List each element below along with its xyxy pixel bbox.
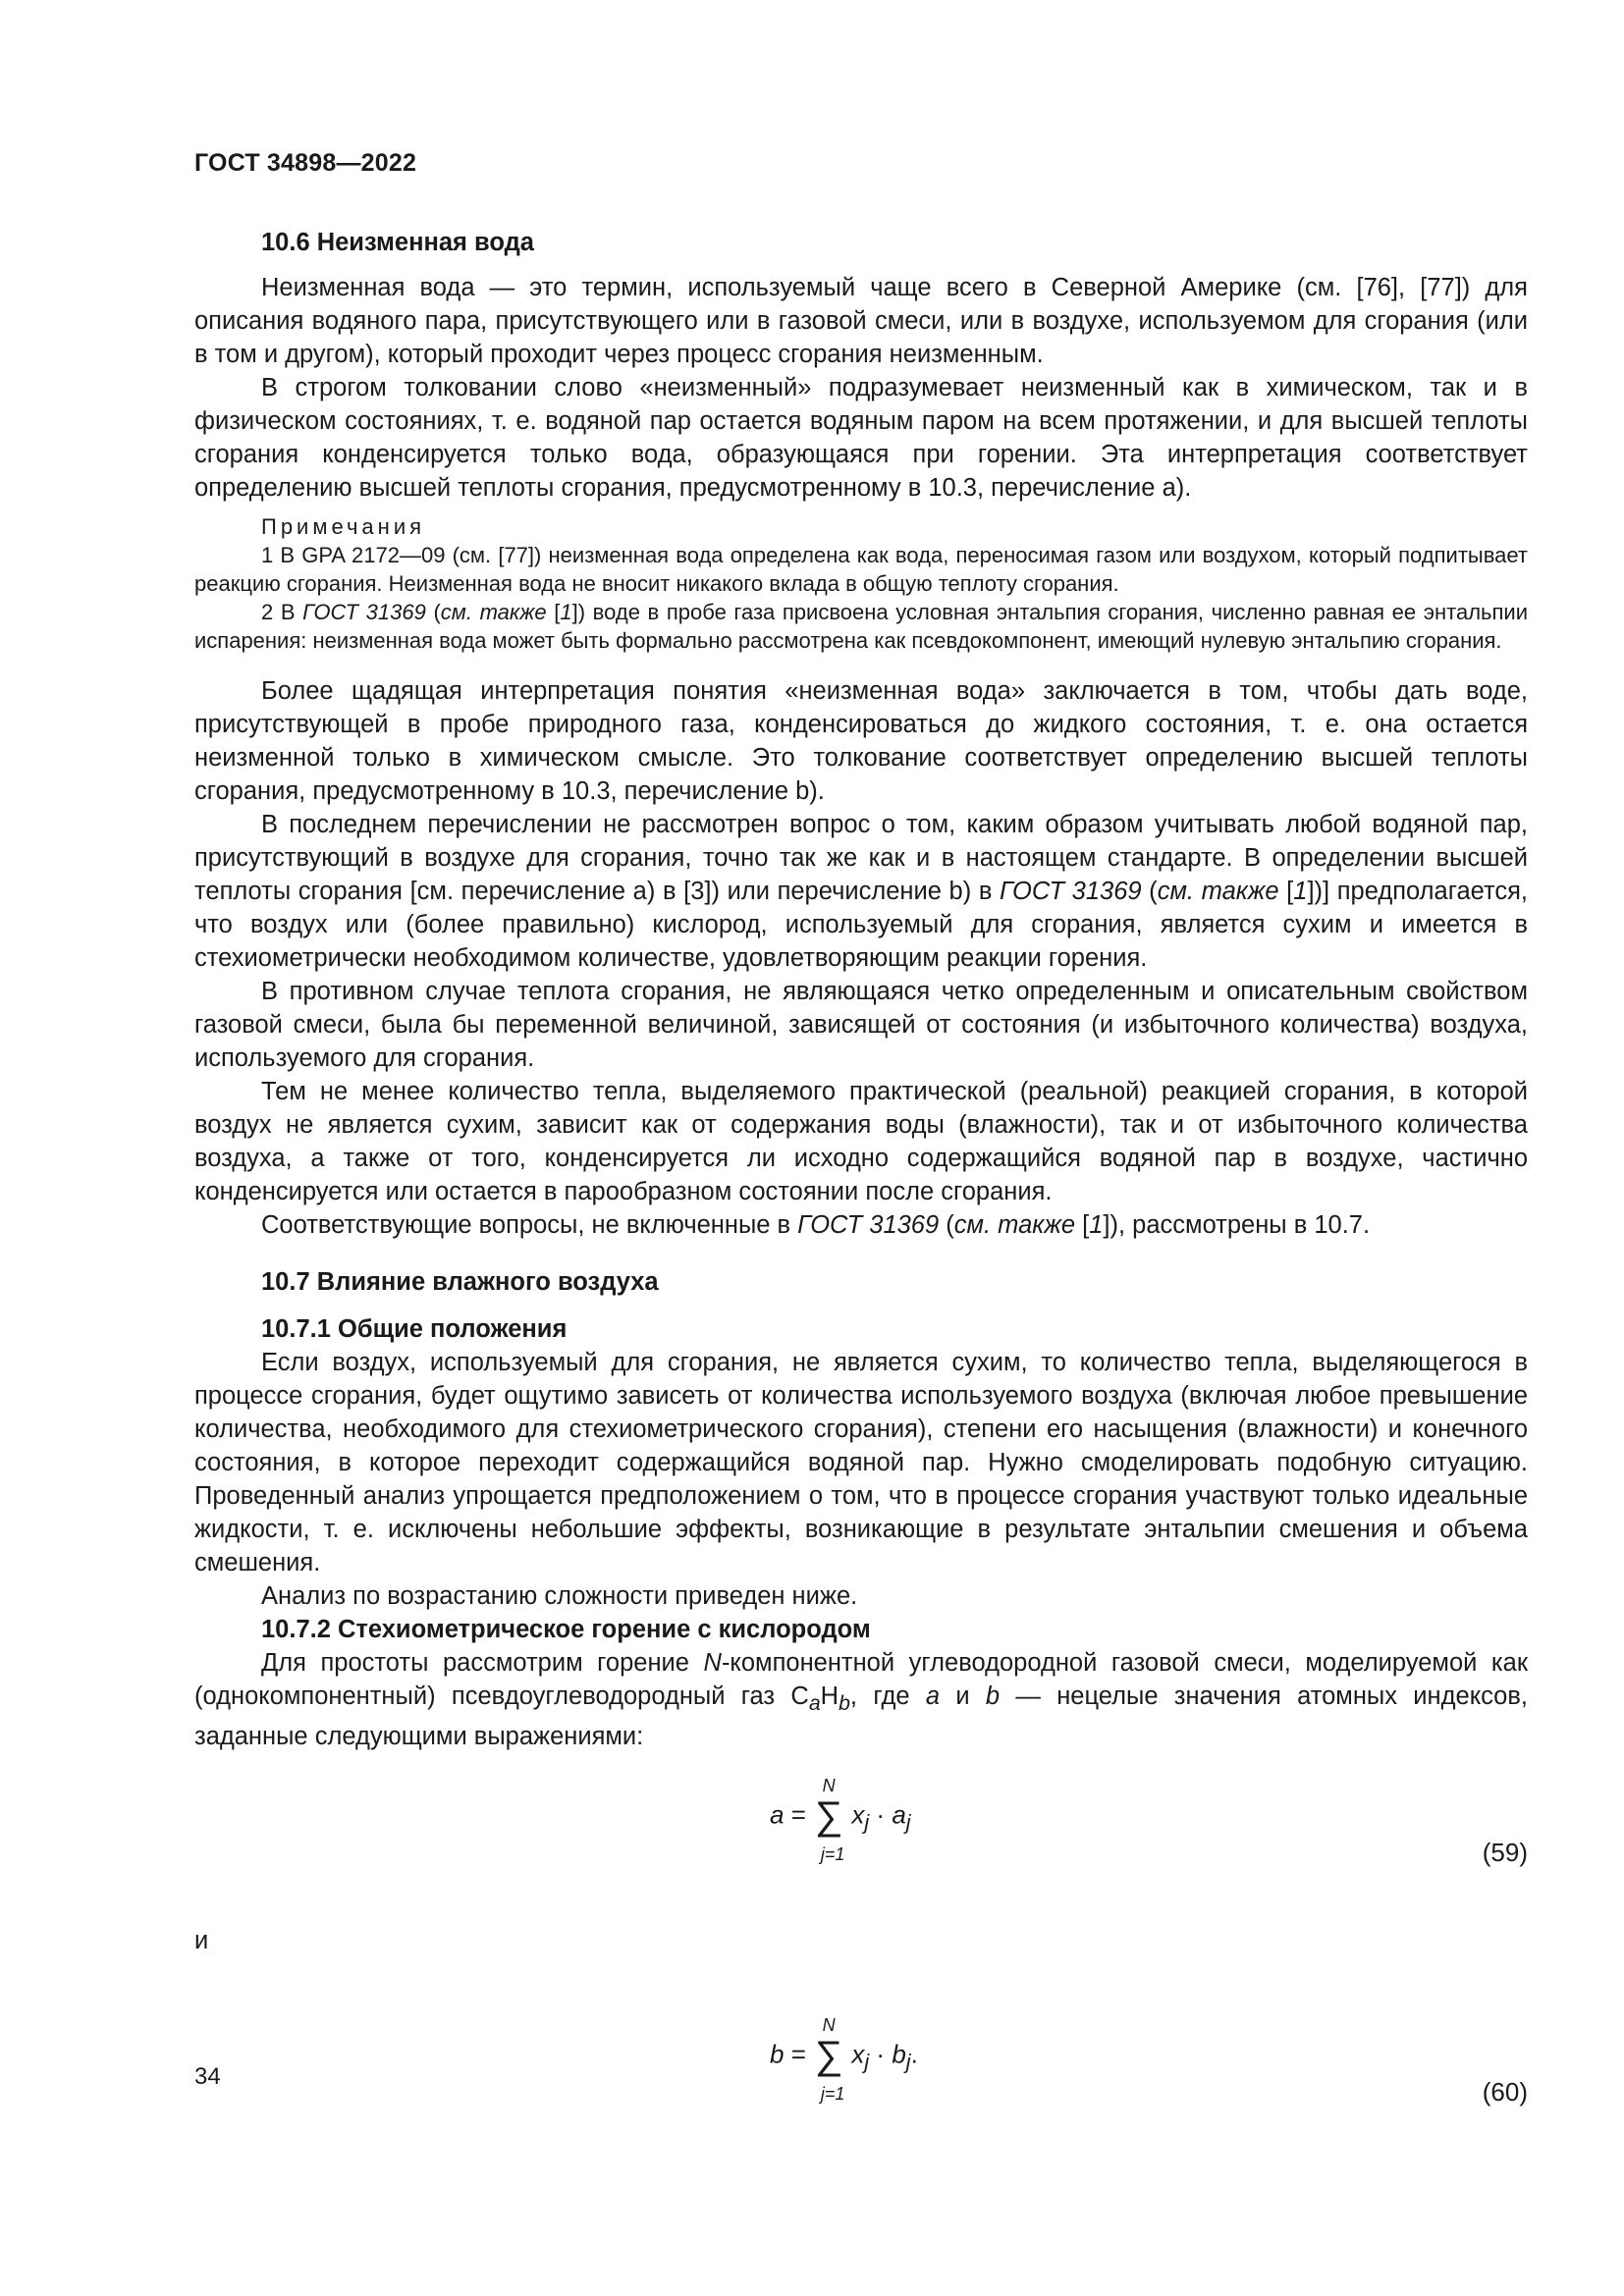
formula-expression: b = N ∑ j=1 $x_j \cdot b_j$. <box>770 2015 918 2105</box>
subsection-heading-10-7-1: 10.7.1 Общие положения <box>261 1315 568 1343</box>
paragraph: Соответствующие вопросы, не включенные в ГОСТ 31369 (см. также [1]), рассмотрены в 10.7. <box>261 1211 1371 1239</box>
note-2: 2 В ГОСТ 31369 (см. также [1]) воде в пробе газа присвоена условная энтальпия сгорания, численно равная ее энтальпии испарения: неизменная вода может быть формально рассмотрена как псевдокомпонент, имеющий нулевую энтальпию сгорания. <box>194 600 1528 653</box>
formula-expression: a = N ∑ j=1 $x_j \cdot a_j$ <box>770 1776 911 1865</box>
paragraph: Если воздух, используемый для сгорания, не является сухим, то количество тепла, выделяющегося в процессе сгорания, будет ощутимо зависеть от количества используемого воздуха (включая любое превышение количества, необходимого для стехиометрического сгорания), степени его насыщения (влажности) и конечного состояния, в которое переходит содержащийся водяной пар. Нужно смоделировать подобную ситуацию. Проведенный анализ упрощается предположением о том, что в процессе сгорания участвуют только идеальные жидкости, т. е. исключены небольшие эффекты, возникающие в результате энтальпии смешения и объема смешения. <box>194 1349 1528 1576</box>
paragraph: Для простоты рассмотрим горение N-компонентной углеводородной газовой смеси, моделируемой как (однокомпонентный) псевдоуглеводородный газ $C_aH_b$, где a и b — нецелые значения атомных индексов, заданные следующими выражениями: <box>194 1649 1528 1751</box>
formula-60 <box>194 2015 1528 2154</box>
summation-sign: N ∑ j=1 <box>814 2015 845 2105</box>
page-body <box>194 226 1528 2154</box>
conjunction-text: и <box>194 1927 209 1955</box>
paragraph: Анализ по возрастанию сложности приведен ниже. <box>261 1582 858 1610</box>
paragraph: В последнем перечислении не рассмотрен вопрос о том, каким образом учитывать любой водяной пар, присутствующий в воздухе для сгорания, точно так же как и в настоящем стандарте. В определении высшей теплоты сгорания [см. перечисление а) в [3]) или перечисление b) в ГОСТ 31369 (см. также [1])] предполагается, что воздух или (более правильно) кислород, используемый для сгорания, является сухим и имеется в стехиометрически необходимом количестве, удовлетворяющим реакции горения. <box>194 811 1528 972</box>
page-number: 34 <box>194 2063 221 2090</box>
paragraph: Тем не менее количество тепла, выделяемого практической (реальной) реакцией сгорания, в которой воздух не является сухим, зависит как от содержания воды (влажности), так и от избыточного количества воздуха, а также от того, конденсируется ли исходно содержащийся водяной пар в воздухе, частично конденсируется или остается в парообразном состоянии после сгорания. <box>194 1078 1528 1205</box>
notes-title: Примечания <box>261 514 426 539</box>
summation-sign: N ∑ j=1 <box>814 1776 845 1865</box>
paragraph: В противном случае теплота сгорания, не являющаяся четко определенным и описательным свойством газовой смеси, была бы переменной величиной, зависящей от состояния (и избыточного количества) воздуха, используемого для сгорания. <box>194 978 1528 1072</box>
formula-59 <box>194 1776 1528 1914</box>
equation-number: (60) <box>1482 2077 1528 2108</box>
paragraph: Неизменная вода — это термин, используемый чаще всего в Северной Америке (см. [76], [77]) для описания водяного пара, присутствующего или в газовой смеси, или в воздухе, используемом для сгорания (или в том и другом), который проходит через процесс сгорания неизменным. <box>194 274 1528 368</box>
equation-number: (59) <box>1482 1838 1528 1868</box>
notes-block <box>194 512 1528 655</box>
document-id-header: ГОСТ 34898—2022 <box>194 149 417 177</box>
section-heading-10-6: 10.6 Неизменная вода <box>261 229 534 256</box>
note-1: 1 В GPA 2172—09 (см. [77]) неизменная вода определена как вода, переносимая газом или воздухом, который подпитывает реакцию сгорания. Неизменная вода не вносит никакого вклада в общую теплоту сгорания. <box>194 543 1528 596</box>
subsection-heading-10-7-2: 10.7.2 Стехиометрическое горение с кислородом <box>261 1616 871 1643</box>
section-heading-10-7: 10.7 Влияние влажного воздуха <box>261 1268 659 1296</box>
paragraph: В строгом толковании слово «неизменный» подразумевает неизменный как в химическом, так и в физическом состояниях, т. е. водяной пар остается водяным паром на всем протяжении, и для высшей теплоты сгорания конденсируется только вода, образующаяся при горении. Эта интерпретация соответствует определению высшей теплоты сгорания, предусмотренному в 10.3, перечисление а). <box>194 374 1528 502</box>
paragraph: Более щадящая интерпретация понятия «неизменная вода» заключается в том, чтобы дать воде, присутствующей в пробе природного газа, конденсироваться до жидкого состояния, т. е. она остается неизменной только в химическом смысле. Это толкование соответствует определению высшей теплоты сгорания, предусмотренному в 10.3, перечисление b). <box>194 677 1528 805</box>
